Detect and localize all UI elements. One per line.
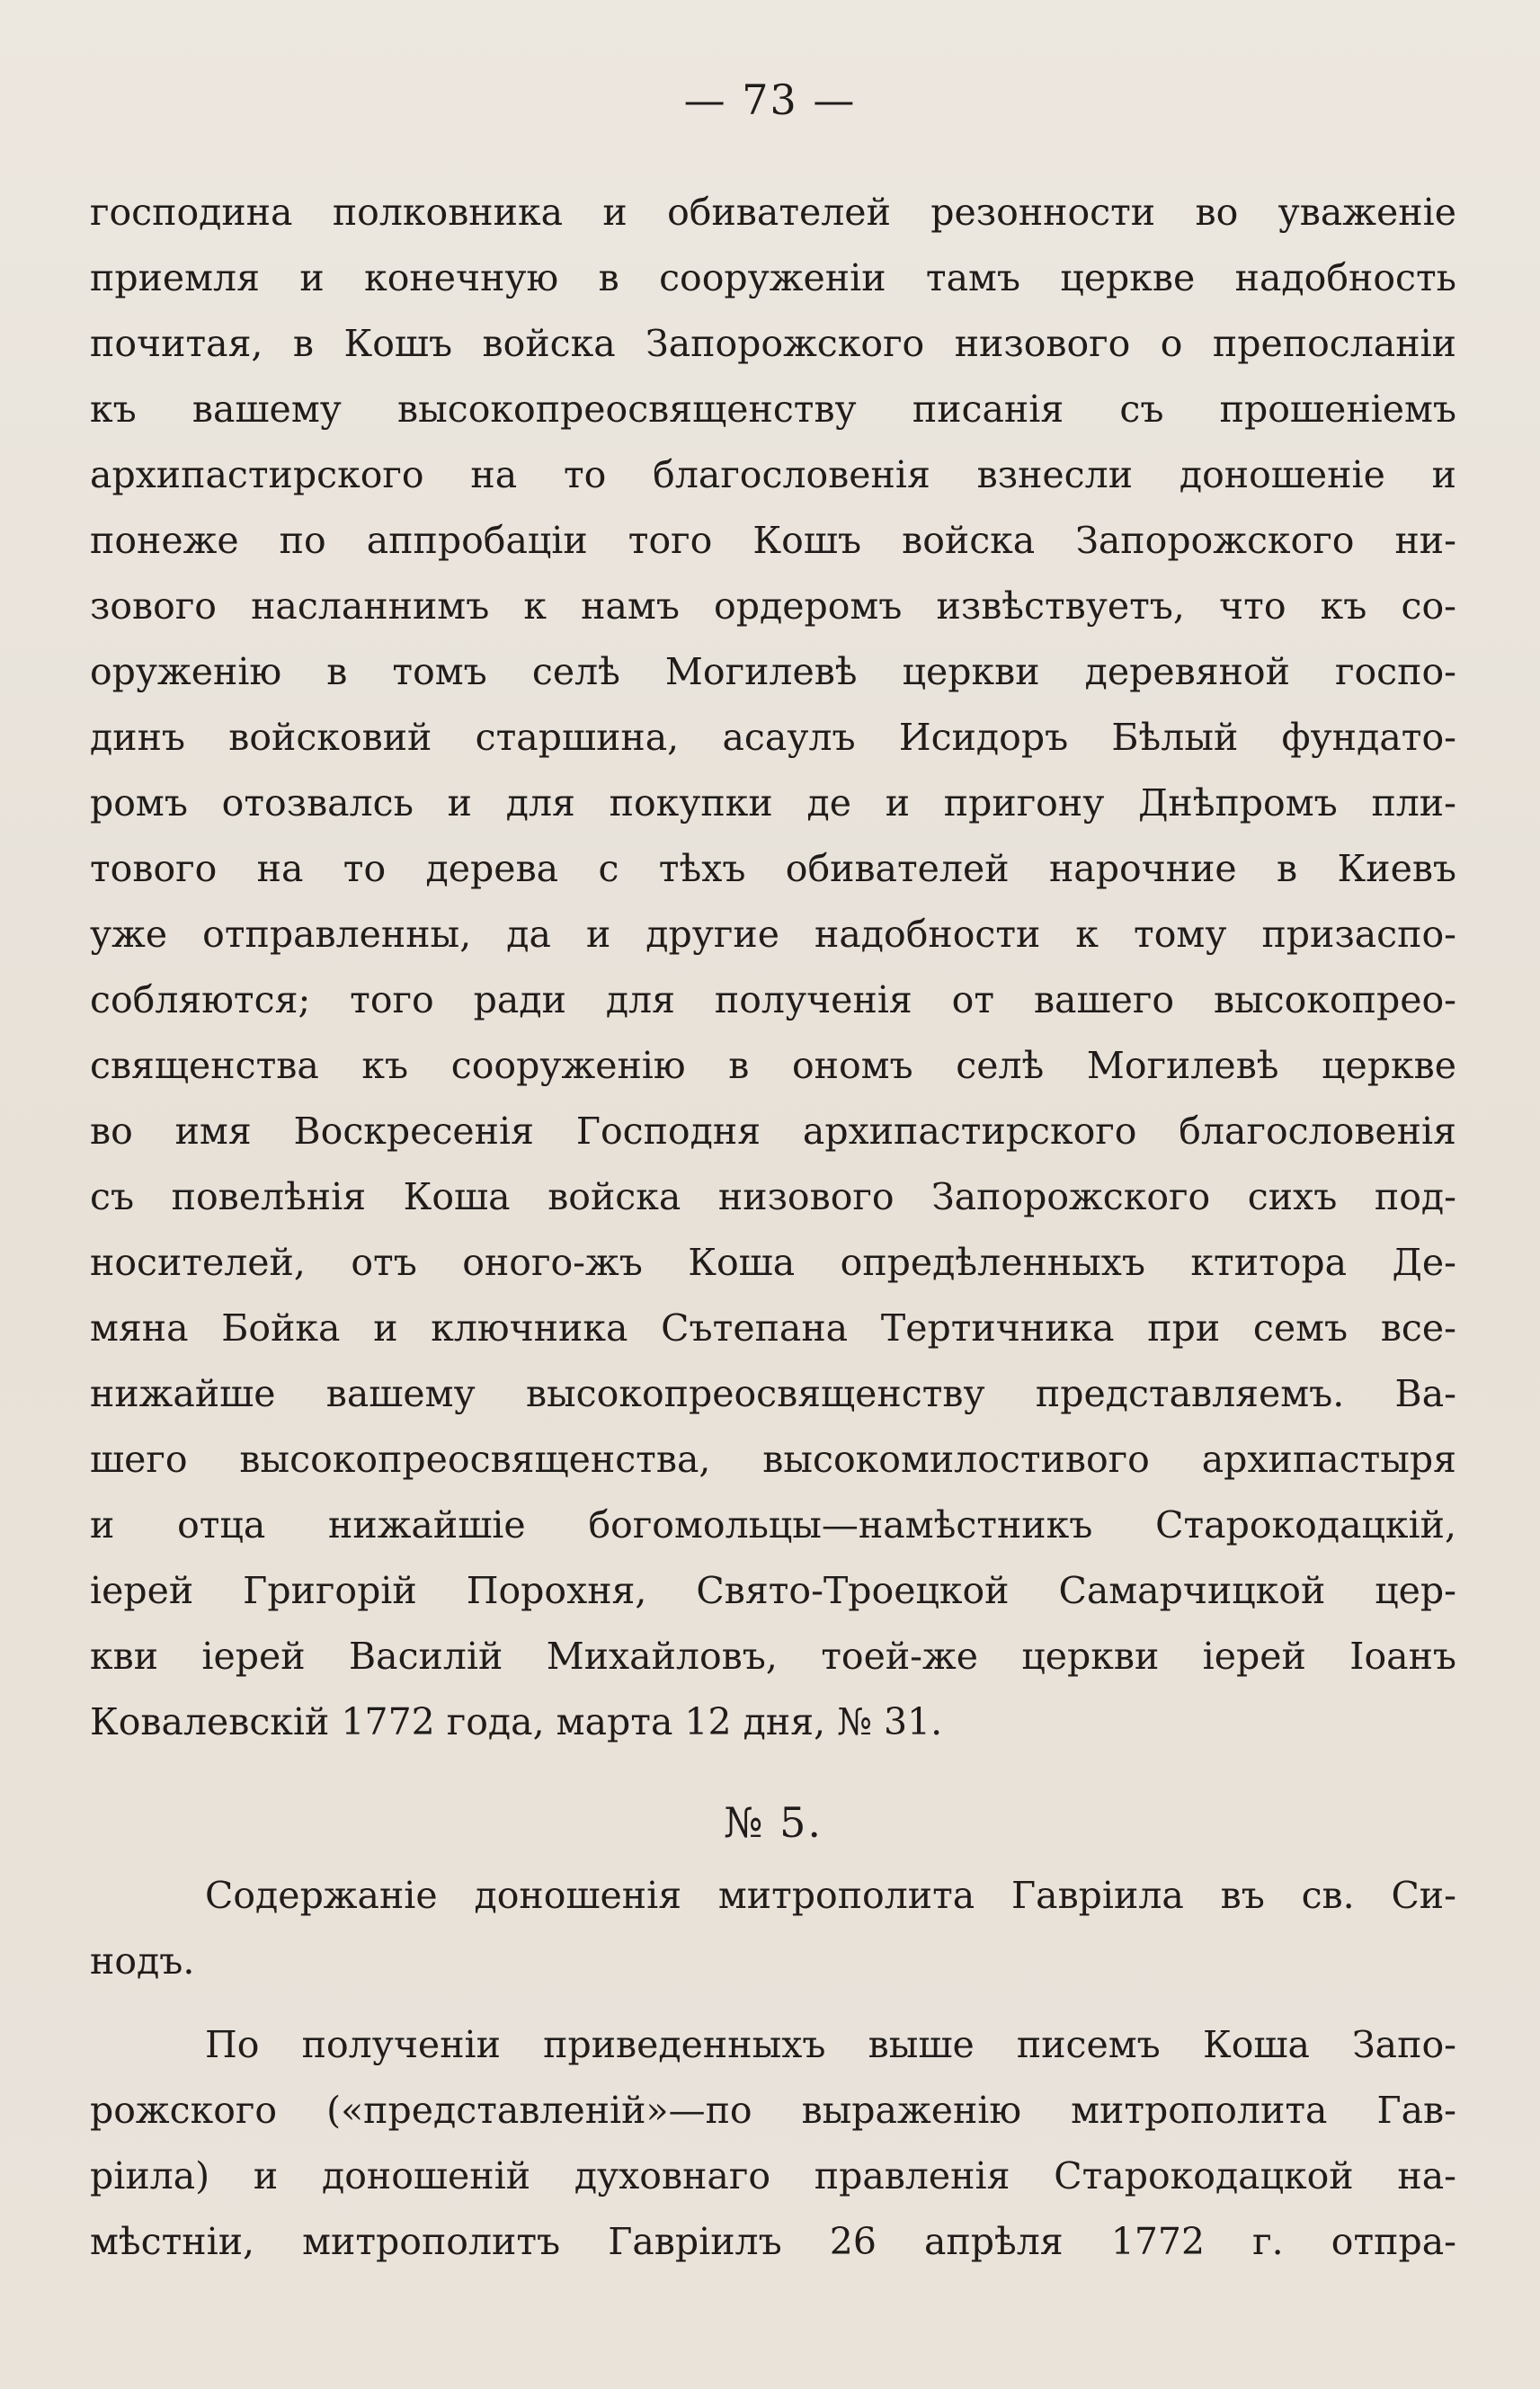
text-line: кви іерей Василій Михайловъ, тоей-же церкви іерей Іоанъ <box>90 1635 1456 1678</box>
text-line: господина полковника и обивателей резонности во уваженіе <box>90 191 1456 234</box>
text-line: мѣстніи, митрополитъ Гавріилъ 26 апрѣля 1772 г. отпра- <box>90 2220 1456 2263</box>
text-line: іерей Григорій Порохня, Свято-Троецкой Самарчицкой цер- <box>90 1569 1456 1612</box>
text-line: понеже по аппробаціи того Кошъ войска Запорожского ни- <box>90 519 1456 562</box>
text-line: динъ войсковий старшина, асаулъ Исидоръ Бѣлый фундато- <box>90 716 1456 759</box>
text-line: съ повелѣнія Коша войска низового Запорожского сихъ под- <box>90 1175 1456 1218</box>
text-line: ромъ отозвалсь и для покупки де и пригону Днѣпромъ пли- <box>90 781 1456 825</box>
text-line: ріила) и доношеній духовнаго правленія Старокодацкой на- <box>90 2154 1456 2197</box>
text-line: Ковалевскій 1772 года, марта 12 дня, № 31. <box>90 1700 943 1743</box>
text-line: собляются; того ради для полученія от вашего высокопрео- <box>90 978 1456 1021</box>
paragraph-gap <box>90 1994 1456 2012</box>
text-line: почитая, в Кошъ войска Запорожского низового о препосланіи <box>90 322 1456 365</box>
text-line: По полученіи приведенныхъ выше писемъ Коша Запо- <box>205 2023 1456 2066</box>
text-line: къ вашему высокопреосвященству писанія съ прошеніемъ <box>90 388 1456 431</box>
text-line: носителей, отъ оного-жъ Коша опредѣленныхъ ктитора Де- <box>90 1241 1456 1284</box>
text-line: Содержаніе доношенія митрополита Гавріила въ св. Си- <box>205 1874 1456 1917</box>
section-heading: № 5. <box>723 1798 823 1847</box>
text-line: уже отправленны, да и другие надобности к тому призаспо- <box>90 913 1456 956</box>
text-line: зового насланнимъ к намъ ордеромъ извѣствуетъ, что къ со- <box>90 584 1456 628</box>
text-line: нижайше вашему высокопреосвященству представляемъ. Ва- <box>90 1372 1456 1415</box>
paragraph-2 <box>90 1863 1456 1994</box>
text-block <box>90 180 1456 2275</box>
paragraph-1 <box>90 180 1456 1755</box>
text-line: архипастирского на то благословенія взнесли доношеніе и <box>90 453 1456 496</box>
text-line: приемля и конечную в сооруженіи тамъ церкве надобность <box>90 256 1456 299</box>
text-line: рожского («представленій»—по выраженію митрополита Гав- <box>90 2089 1456 2132</box>
text-line: и отца нижайшіе богомольцы—намѣстникъ Старокодацкій, <box>90 1503 1456 1547</box>
text-line: оруженію в томъ селѣ Могилевѣ церкви деревяной госпо- <box>90 650 1456 693</box>
text-line: шего высокопреосвященства, высокомилостивого архипастыря <box>90 1438 1456 1481</box>
text-line: священства къ сооруженію в ономъ селѣ Могилевѣ церкве <box>90 1044 1456 1087</box>
page-number: — 73 — <box>683 76 857 124</box>
text-line: мяна Бойка и ключника Сътепана Тертичника при семъ все- <box>90 1306 1456 1350</box>
paragraph-3 <box>90 2012 1456 2275</box>
text-line: нодъ. <box>90 1939 195 1983</box>
text-line: тового на то дерева с тѣхъ обивателей нарочние в Киевъ <box>90 847 1456 890</box>
text-line: во имя Воскресенія Господня архипастирского благословенія <box>90 1110 1456 1153</box>
